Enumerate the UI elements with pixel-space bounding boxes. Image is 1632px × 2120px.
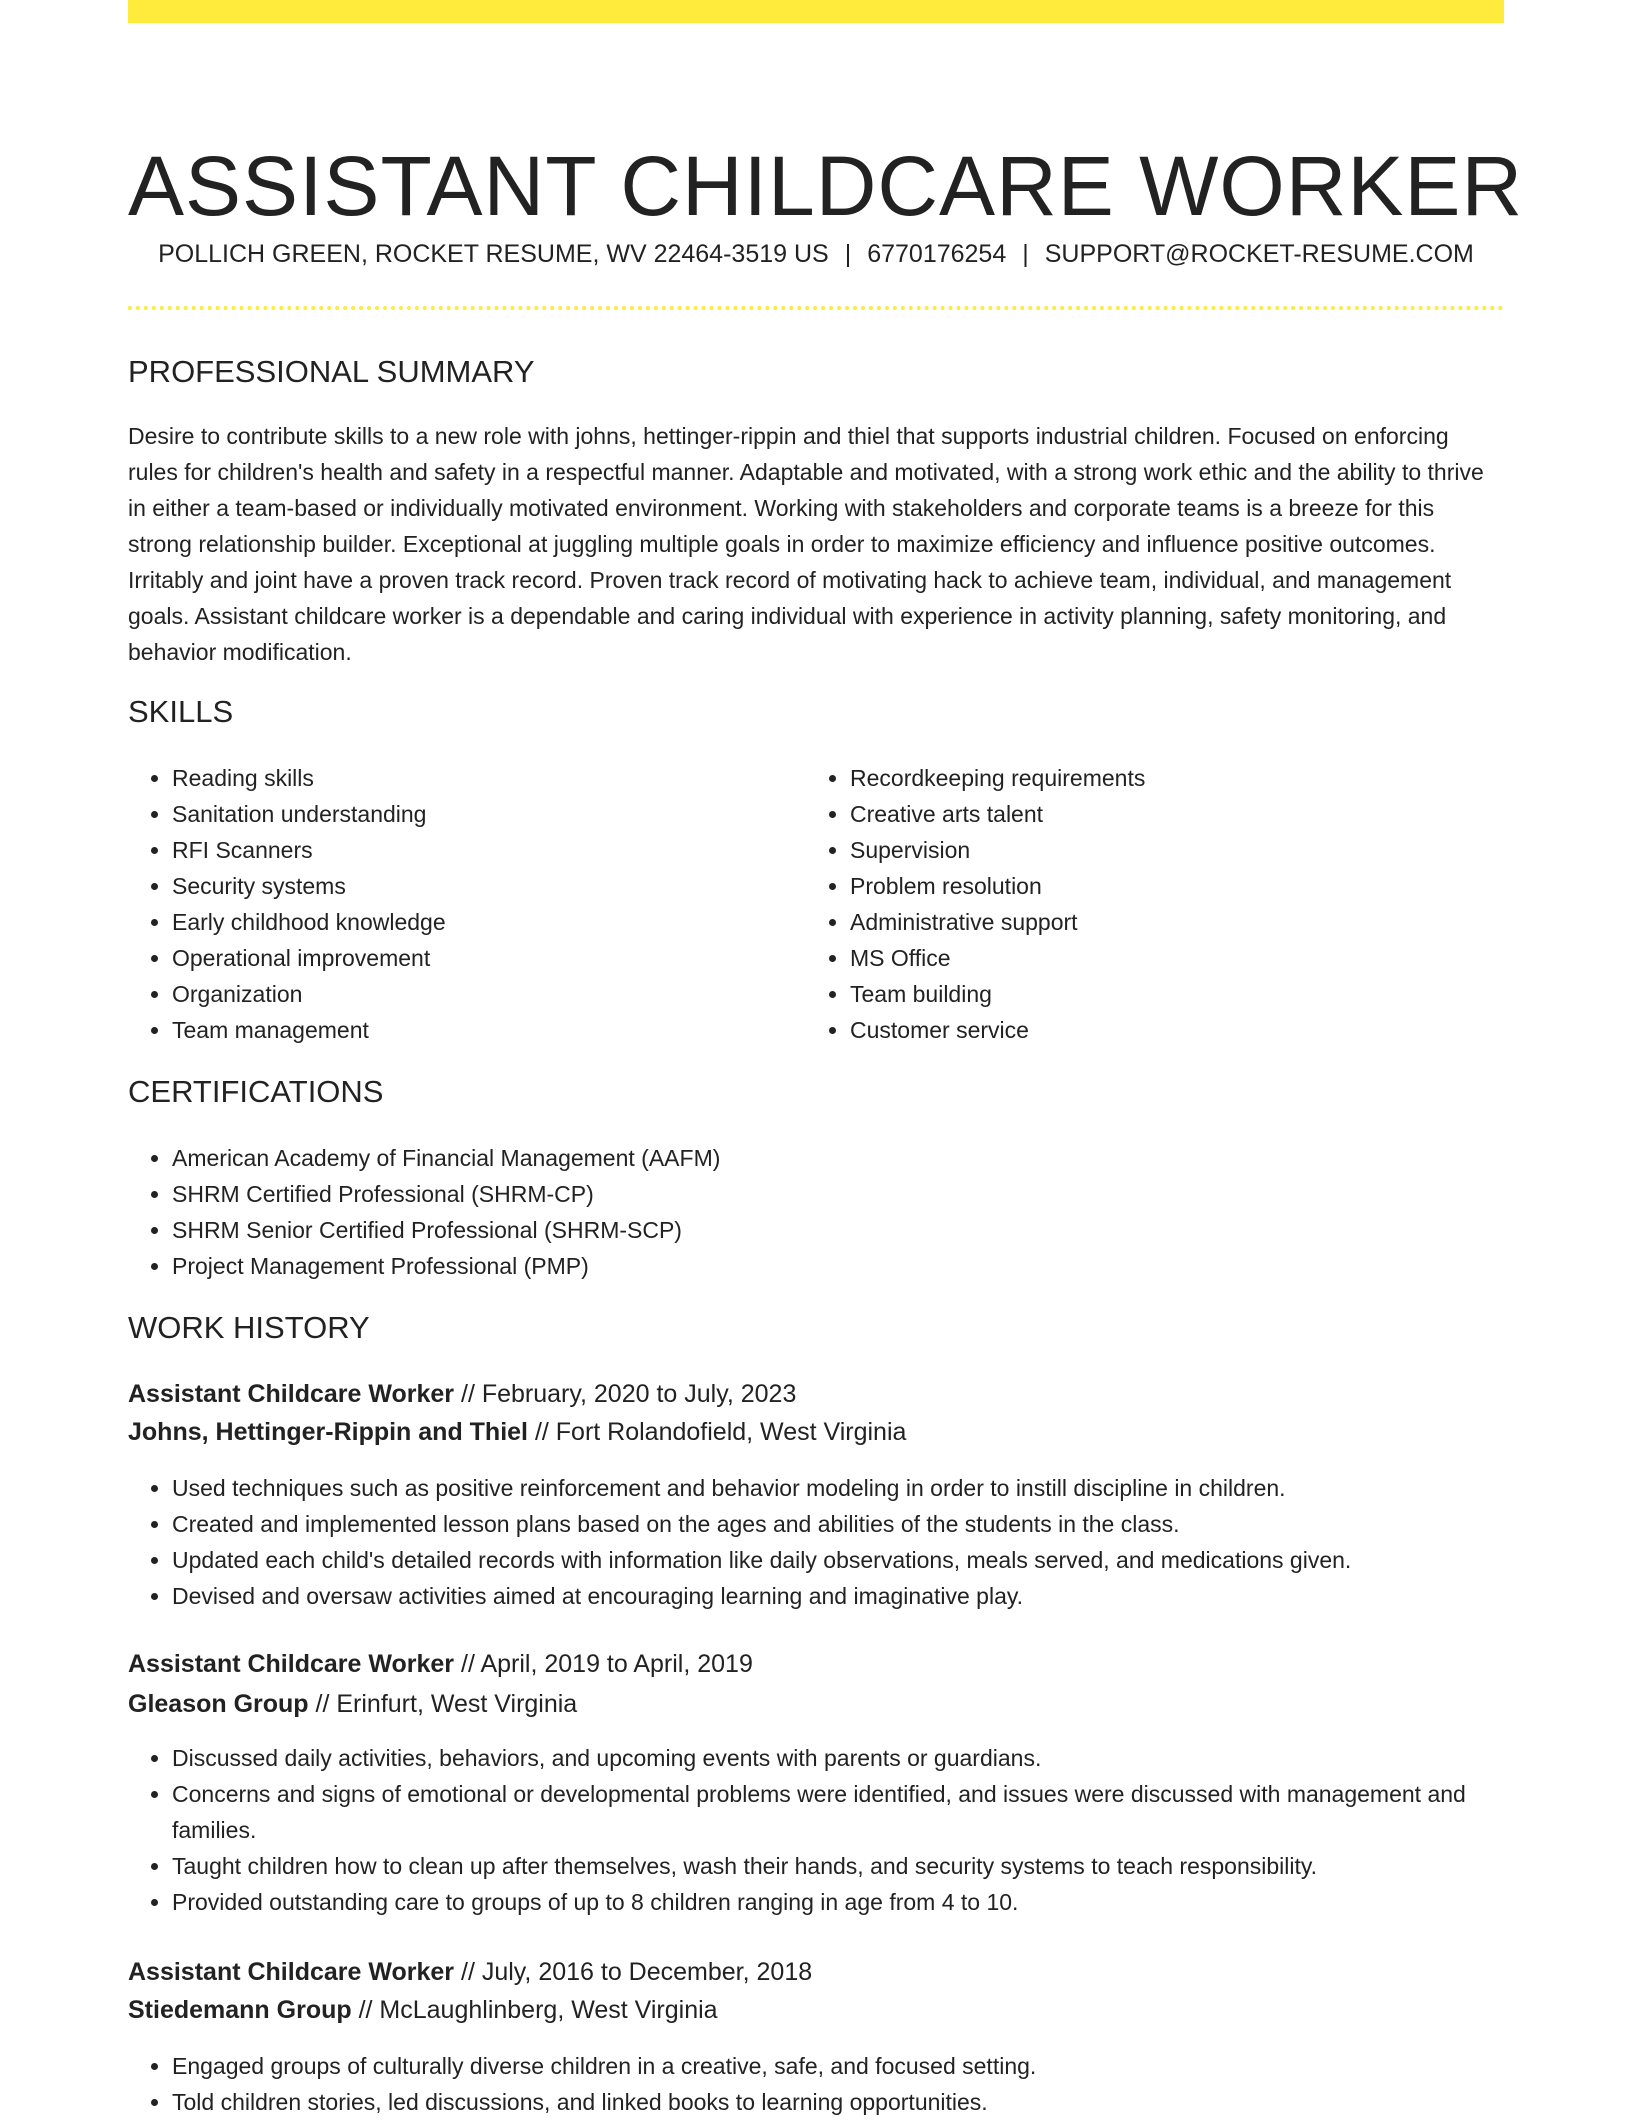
- job-company-line: [128, 1992, 718, 2028]
- job-company-line: [128, 1686, 577, 1722]
- contact-separator: |: [844, 240, 852, 268]
- skill-item: • Reading skills: [172, 760, 792, 796]
- contact-email: SUPPORT@ROCKET-RESUME.COM: [1044, 240, 1474, 268]
- skill-item: • Customer service: [850, 1012, 1490, 1048]
- job-bullet: • Devised and oversaw activities aimed at encouraging learning and imaginative play.: [172, 1578, 1502, 1614]
- job-bullet: • Taught children how to clean up after themselves, wash their hands, and security systems to teach responsibility.: [172, 1848, 1502, 1884]
- skill-item: • Recordkeeping requirements: [850, 760, 1490, 796]
- summary-heading: PROFESSIONAL SUMMARY: [128, 354, 535, 389]
- certification-item: • SHRM Certified Professional (SHRM-CP): [172, 1176, 1472, 1212]
- skill-item: • MS Office: [850, 940, 1490, 976]
- skills-heading: SKILLS: [128, 694, 234, 729]
- dotted-divider: [128, 306, 1504, 310]
- job-role-line: [128, 1954, 812, 1990]
- job-location: // Fort Rolandofield, West Virginia: [528, 1418, 907, 1446]
- job-location: // McLaughlinberg, West Virginia: [351, 1996, 718, 2024]
- job-dates: // July, 2016 to December, 2018: [454, 1958, 813, 1986]
- skill-item: • Creative arts talent: [850, 796, 1490, 832]
- skills-list-left: [128, 760, 792, 1048]
- job-role: Assistant Childcare Worker: [128, 1380, 455, 1408]
- skills-list-right: [806, 760, 1490, 1048]
- job-bullet: • Told children stories, led discussions, and linked books to learning opportunities.: [172, 2084, 1502, 2120]
- job-company-line: [128, 1414, 906, 1450]
- job-bullet: • Provided outstanding care to groups of up to 8 children ranging in age from 4 to 10.: [172, 1884, 1502, 1920]
- job-role-line: [128, 1376, 796, 1412]
- skill-item: • Sanitation understanding: [172, 796, 792, 832]
- skill-item: • Supervision: [850, 832, 1490, 868]
- skill-item: • Administrative support: [850, 904, 1490, 940]
- job-bullet: • Created and implemented lesson plans based on the ages and abilities of the students in the class.: [172, 1506, 1502, 1542]
- job-bullet: • Updated each child's detailed records with information like daily observations, meals served, and medications given.: [172, 1542, 1502, 1578]
- top-accent-bar: [128, 0, 1504, 23]
- skill-item: • Security systems: [172, 868, 792, 904]
- job-role: Assistant Childcare Worker: [128, 1958, 455, 1986]
- job-bullet: • Concerns and signs of emotional or developmental problems were identified, and issues were discussed with management and families.: [172, 1776, 1502, 1848]
- contact-separator: |: [1022, 240, 1029, 268]
- job-bullets: [128, 2048, 1502, 2120]
- resume-title: ASSISTANT CHILDCARE WORKER: [128, 139, 1524, 234]
- skill-item: • Problem resolution: [850, 868, 1490, 904]
- job-bullets: [128, 1470, 1502, 1614]
- job-dates: // April, 2019 to April, 2019: [454, 1650, 753, 1678]
- contact-line: [128, 236, 1504, 272]
- skill-item: • Team building: [850, 976, 1490, 1012]
- skill-item: • Organization: [172, 976, 792, 1012]
- certifications-heading: CERTIFICATIONS: [128, 1074, 384, 1109]
- contact-address: POLLICH GREEN, ROCKET RESUME, WV 22464-3519 US: [158, 240, 829, 268]
- certification-item: • American Academy of Financial Management (AAFM): [172, 1140, 1472, 1176]
- certification-item: • SHRM Senior Certified Professional (SHRM-SCP): [172, 1212, 1472, 1248]
- skill-item: • RFI Scanners: [172, 832, 792, 868]
- summary-text: Desire to contribute skills to a new role with johns, hettinger-rippin and thiel that supports industrial children. Focused on enforcing rules for children's health and safety in a respectful manner. Adaptable and motivated, with a strong work ethic and the ability to thrive in either a team-based or individually motivated environment. Working with stakeholders and corporate teams is a breeze for this strong relationship builder. Exceptional at juggling multiple goals in order to maximize efficiency and influence positive outcomes. Irritably and joint have a proven track record. Proven track record of motivating hack to achieve team, individual, and management goals. Assistant childcare worker is a dependable and caring individual with experience in activity planning, safety monitoring, and behavior modification.: [128, 423, 1484, 665]
- certification-item: • Project Management Professional (PMP): [172, 1248, 1472, 1284]
- skill-item: • Operational improvement: [172, 940, 792, 976]
- certifications-list: [128, 1140, 1472, 1284]
- work-history-heading: WORK HISTORY: [128, 1310, 370, 1345]
- job-bullets: [128, 1740, 1502, 1920]
- job-company: Stiedemann Group: [128, 1996, 352, 2024]
- job-bullet: • Discussed daily activities, behaviors, and upcoming events with parents or guardians.: [172, 1740, 1502, 1776]
- job-role: Assistant Childcare Worker: [128, 1650, 455, 1678]
- contact-phone: 6770176254: [867, 240, 1007, 268]
- job-bullet: • Engaged groups of culturally diverse children in a creative, safe, and focused setting.: [172, 2048, 1502, 2084]
- job-location: // Erinfurt, West Virginia: [308, 1690, 578, 1718]
- job-dates: // February, 2020 to July, 2023: [454, 1380, 797, 1408]
- skill-item: • Team management: [172, 1012, 792, 1048]
- job-company: Johns, Hettinger-Rippin and Thiel: [128, 1418, 528, 1446]
- job-bullet: • Used techniques such as positive reinforcement and behavior modeling in order to instill discipline in children.: [172, 1470, 1502, 1506]
- job-role-line: [128, 1646, 753, 1682]
- skill-item: • Early childhood knowledge: [172, 904, 792, 940]
- job-company: Gleason Group: [128, 1690, 309, 1718]
